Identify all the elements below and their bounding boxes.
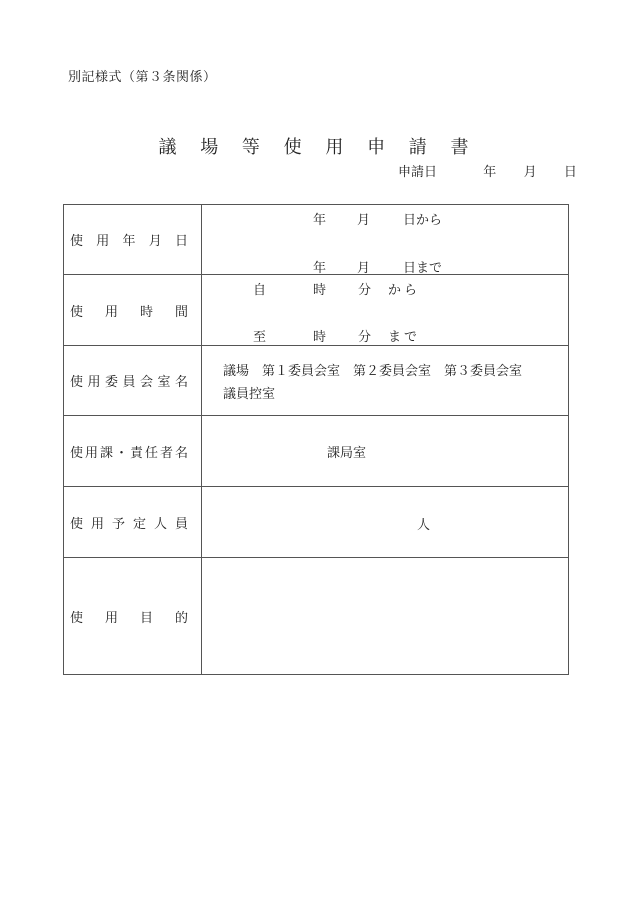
- use-date-to-day: 日まで: [403, 261, 443, 276]
- planned-people-label: 使 用 予 定 人 員: [70, 516, 188, 532]
- department-label-cell: [64, 416, 202, 487]
- application-date-day: 日: [563, 165, 577, 180]
- department-field[interactable]: [202, 416, 569, 487]
- department-row: [64, 416, 569, 487]
- use-time-to-suffix: まで: [388, 330, 421, 345]
- application-date-month: 月: [523, 165, 537, 180]
- application-date-label: 申請日: [398, 165, 438, 180]
- use-time-from-hour: 時: [313, 283, 327, 298]
- document-title: 議 場 等 使 用 申 請 書: [158, 137, 478, 158]
- rooms-row: [64, 346, 569, 416]
- department-unit-suffix: 課局室: [327, 446, 367, 461]
- use-time-row: [64, 275, 569, 346]
- use-time-to-hour: 時: [313, 330, 327, 345]
- rooms-label-cell: [64, 346, 202, 416]
- use-time-from-prefix: 自: [253, 283, 267, 298]
- use-time-label-cell: [64, 275, 202, 346]
- use-time-to-minute: 分: [358, 330, 372, 345]
- rooms-field[interactable]: [202, 346, 569, 416]
- use-date-row: [64, 205, 569, 275]
- use-date-from-year: 年: [313, 213, 327, 228]
- use-date-label-cell: [64, 205, 202, 275]
- use-time-label: 使 用 時 間: [70, 304, 188, 320]
- planned-people-field[interactable]: [202, 487, 569, 558]
- use-time-to-prefix: 至: [253, 330, 267, 345]
- application-date-line: [398, 161, 577, 180]
- purpose-row: [64, 558, 569, 675]
- use-time-from-minute: 分: [358, 283, 372, 298]
- application-date-year: 年: [483, 165, 497, 180]
- planned-people-label-cell: [64, 487, 202, 558]
- form-style-note: 別記様式（第３条関係）: [68, 70, 217, 85]
- use-time-from-suffix: から: [388, 283, 421, 298]
- rooms-options-line2: 議員控室: [223, 387, 276, 402]
- use-date-from-month: 月: [357, 213, 371, 228]
- purpose-label-cell: [64, 558, 202, 675]
- purpose-field[interactable]: [202, 558, 569, 675]
- application-form-table: [63, 204, 569, 675]
- purpose-label: 使 用 目 的: [70, 610, 188, 626]
- use-date-label: 使 用 年 月 日: [70, 234, 188, 249]
- planned-people-unit: 人: [417, 518, 431, 533]
- use-date-from-day: 日から: [403, 213, 443, 228]
- use-date-field[interactable]: [202, 205, 569, 275]
- planned-people-row: [64, 487, 569, 558]
- rooms-options-line1: 議場 第１委員会室 第２委員会室 第３委員会室: [223, 364, 523, 379]
- rooms-label: 使 用 委 員 会 室 名: [70, 375, 188, 390]
- use-date-to-month: 月: [357, 261, 371, 276]
- use-date-to-year: 年: [313, 261, 327, 276]
- department-label: 使用課・責任者名: [70, 445, 188, 461]
- use-time-field[interactable]: [202, 275, 569, 346]
